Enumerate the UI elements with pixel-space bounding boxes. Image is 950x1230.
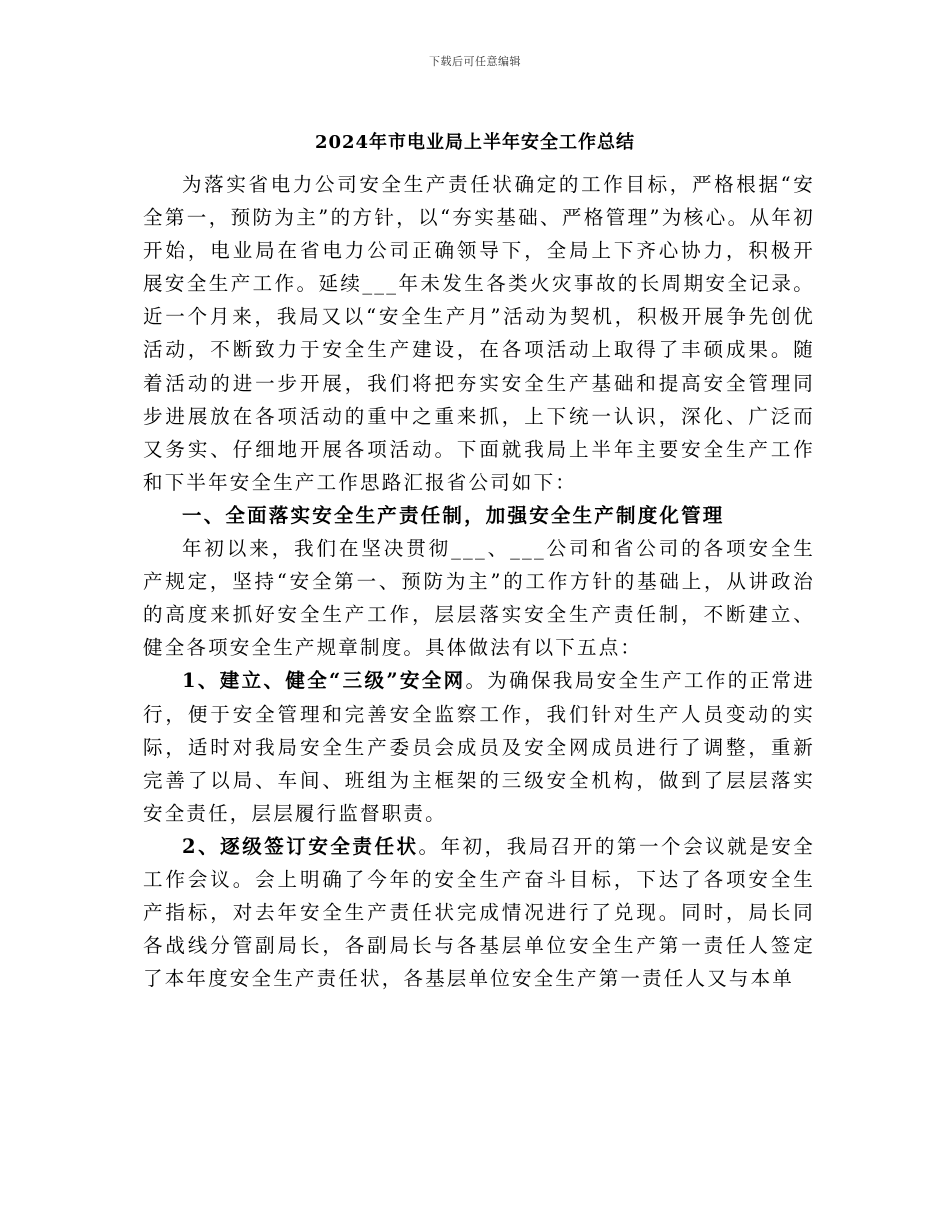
point-1-lead: 1、建立、健全“三级”安全网 — [182, 669, 466, 693]
document-title: 2024年市电业局上半年安全工作总结 — [314, 132, 636, 153]
document-body — [143, 168, 815, 995]
point-2-text: 。年初，我局召开的第一个会议就是安全工作会议。会上明确了今年的安全生产奋斗目标，下达了各项安全生产指标，对去年安全生产责任状完成情况进行了兑现。同时，局长同各战线分管副局长，各副局长与各基层单位安全生产第一责任人签定了本年度安全生产责任状，各基层单位安全生产第一责任人又与本单 — [143, 834, 815, 991]
point-1-text: 。为确保我局安全生产工作的正常进行，便于安全管理和完善安全监察工作，我们针对生产人员变动的实际，适时对我局安全生产委员会成员及安全网成员进行了调整，重新完善了以局、车间、班组为主框架的三级安全机构，做到了层层落实安全责任，层层履行监督职责。 — [143, 669, 815, 825]
section-1-heading: 一、全面落实安全生产责任制，加强安全生产制度化管理 — [182, 503, 725, 527]
section-1-paragraph: 年初以来，我们在坚决贯彻___、___公司和省公司的各项安全生产规定，坚持“安全第一、预防为主”的工作方针的基础上，从讲政治的高度来抓好安全生产工作，层层落实安全生产责任制，不断建立、健全各项安全生产规章制度。具体做法有以下五点： — [143, 537, 815, 660]
point-2-lead: 2、逐级签订安全责任状 — [182, 834, 419, 858]
point-1-paragraph — [143, 664, 815, 829]
intro-paragraph: 为落实省电力公司安全生产责任状确定的工作目标，严格根据“安全第一，预防为主”的方针，以“夯实基础、严格管理”为核心。从年初开始，电业局在省电力公司正确领导下，全局上下齐心协力，积极开展安全生产工作。延续___年未发生各类火灾事故的长周期安全记录。近一个月来，我局又以“安全生产月”活动为契机，积极开展争先创优活动，不断致力于安全生产建设，在各项活动上取得了丰硕成果。随着活动的进一步开展，我们将把夯实安全生产基础和提高安全管理同步进展放在各项活动的重中之重来抓，上下统一认识，深化、广泛而又务实、仔细地开展各项活动。下面就我局上半年主要安全生产工作和下半年安全生产工作思路汇报省公司如下： — [143, 173, 815, 494]
header-note: 下载后可任意编辑 — [429, 55, 521, 68]
point-2-paragraph — [143, 830, 815, 995]
